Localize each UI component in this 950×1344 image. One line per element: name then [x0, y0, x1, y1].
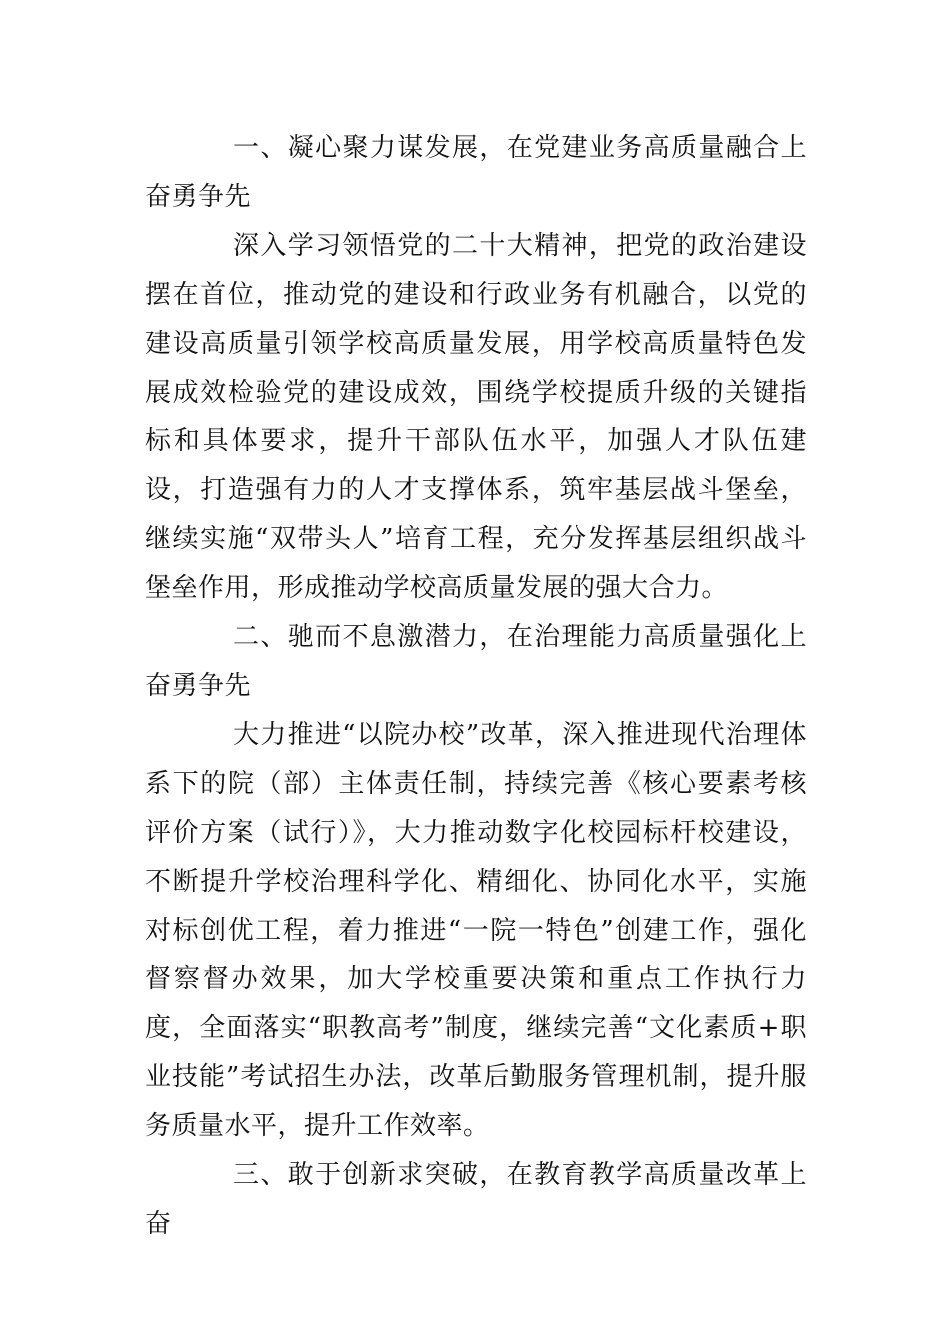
paragraph-1: 深入学习领悟党的二十大精神，把党的政治建设摆在首位，推动党的建设和行政业务有机融合，以党的建设高质量引领学校高质量发展，用学校高质量特色发展成效检验党的建设成效，围绕学校提质升级的关键指标和具体要求，提升干部队伍水平，加强人才队伍建设，打造强有力的人才支撑体系，筑牢基层战斗堡垒，继续实施“双带头人”培育工程，充分发挥基层组织战斗堡垒作用，形成推动学校高质量发展的强大合力。: [145, 230, 807, 604]
document-body: [145, 124, 807, 1249]
section-heading-3: 三、敢于创新求突破，在教育教学高质量改革上奋: [145, 1160, 807, 1239]
paragraph-2: 大力推进“以院办校”改革，深入推进现代治理体系下的院（部）主体责任制，持续完善《核心要素考核评价方案（试行）》，大力推动数字化校园标杆校建设，不断提升学校治理科学化、精细化、协同化水平，实施对标创优工程，着力推进“一院一特色”创建工作，强化督察督办效果，加大学校重要决策和重点工作执行力度，全面落实“职教高考”制度，继续完善“文化素质+职业技能”考试招生办法，改革后勤服务管理机制，提升服务质量水平，提升工作效率。: [145, 719, 807, 1142]
section-heading-2: 二、驰而不息激潜力，在治理能力高质量强化上奋勇争先: [145, 622, 807, 701]
section-heading-1: 一、凝心聚力谋发展，在党建业务高质量融合上奋勇争先: [145, 133, 807, 212]
